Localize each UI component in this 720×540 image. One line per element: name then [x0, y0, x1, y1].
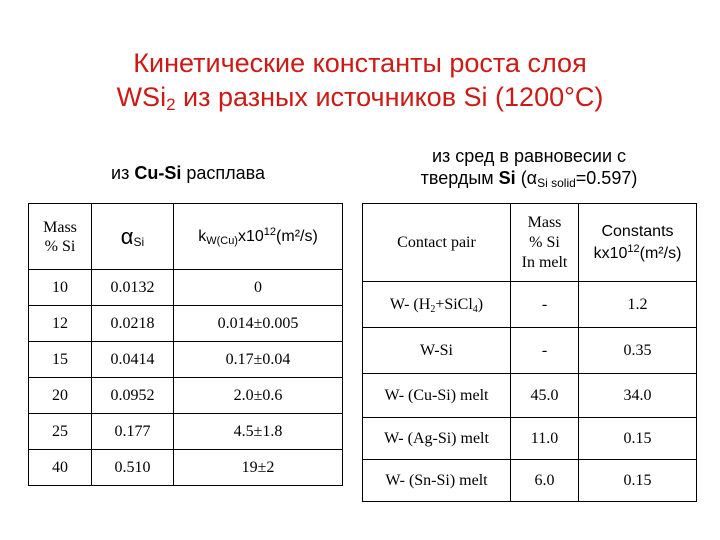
cell-mass: - — [511, 282, 579, 328]
cell-alpha: 0.0218 — [92, 306, 174, 342]
cell-k: 0.15 — [579, 460, 697, 502]
table-row — [29, 414, 343, 450]
table-row — [363, 282, 697, 328]
cell-mass: 20 — [29, 378, 92, 414]
cell-mass: 11.0 — [511, 418, 579, 460]
right-table-heading: из сред в равновесии с твердым Si $(\alpha_{Si solid}=0.597)$ — [420, 146, 638, 190]
cell-mass: 25 — [29, 414, 92, 450]
cell-contact-pair: W- $(H_2+SiCl_4)$ — [363, 282, 511, 328]
left-table-heading: из Cu-Si расплава — [111, 163, 265, 183]
cell-contact-pair: W- (Sn-Si) melt — [363, 460, 511, 502]
cell-contact-pair: W- (Ag-Si) melt — [363, 418, 511, 460]
header-contact-pair: Contact pair — [363, 204, 511, 282]
table-row — [29, 450, 343, 486]
cell-alpha: 0.0952 — [92, 378, 174, 414]
table-row — [29, 270, 343, 306]
cell-k: 0.17±0.04 — [174, 342, 343, 378]
cell-mass: 10 — [29, 270, 92, 306]
cell-mass: 40 — [29, 450, 92, 486]
table-row — [363, 328, 697, 374]
cell-alpha: 0.510 — [92, 450, 174, 486]
cell-alpha: 0.0414 — [92, 342, 174, 378]
header-mass-in-melt: Mass % Si In melt — [511, 204, 579, 282]
right-table — [362, 203, 697, 502]
header-mass: Mass % Si — [29, 204, 92, 270]
cell-k: 0.014±0.005 — [174, 306, 343, 342]
cell-mass: 6.0 — [511, 460, 579, 502]
cell-alpha: 0.0132 — [92, 270, 174, 306]
cell-k: 34.0 — [579, 374, 697, 418]
header-constants: Constants $kx10^{12}(m^2/s)$ — [579, 204, 697, 282]
table-row — [29, 306, 343, 342]
cell-contact-pair: W-Si — [363, 328, 511, 374]
cell-k: 19±2 — [174, 450, 343, 486]
title-line-2: WSi$_2$ из разных источников Si (1200°C) — [116, 82, 604, 114]
slide-title — [0, 46, 720, 114]
left-table-header-row — [29, 204, 343, 270]
cell-alpha: 0.177 — [92, 414, 174, 450]
title-line-1: Кинетические константы роста слоя — [133, 48, 587, 78]
cell-mass: 12 — [29, 306, 92, 342]
cell-k: 0.35 — [579, 328, 697, 374]
table-row — [29, 342, 343, 378]
cell-contact-pair: W- (Cu-Si) melt — [363, 374, 511, 418]
cell-mass: 45.0 — [511, 374, 579, 418]
cell-mass: - — [511, 328, 579, 374]
table-row — [363, 460, 697, 502]
cell-k: 1.2 — [579, 282, 697, 328]
cell-k: 0.15 — [579, 418, 697, 460]
header-k: $k_{W(Cu)}x10^{12}(m^2/s)$ — [174, 204, 343, 270]
table-row — [363, 418, 697, 460]
table-row — [363, 374, 697, 418]
cell-k: 0 — [174, 270, 343, 306]
cell-k: 4.5±1.8 — [174, 414, 343, 450]
table-row — [29, 378, 343, 414]
cell-k: 2.0±0.6 — [174, 378, 343, 414]
header-alpha: $\alpha_{Si}$ — [92, 204, 174, 270]
right-table-header-row — [363, 204, 697, 282]
left-table — [28, 203, 343, 486]
cell-mass: 15 — [29, 342, 92, 378]
